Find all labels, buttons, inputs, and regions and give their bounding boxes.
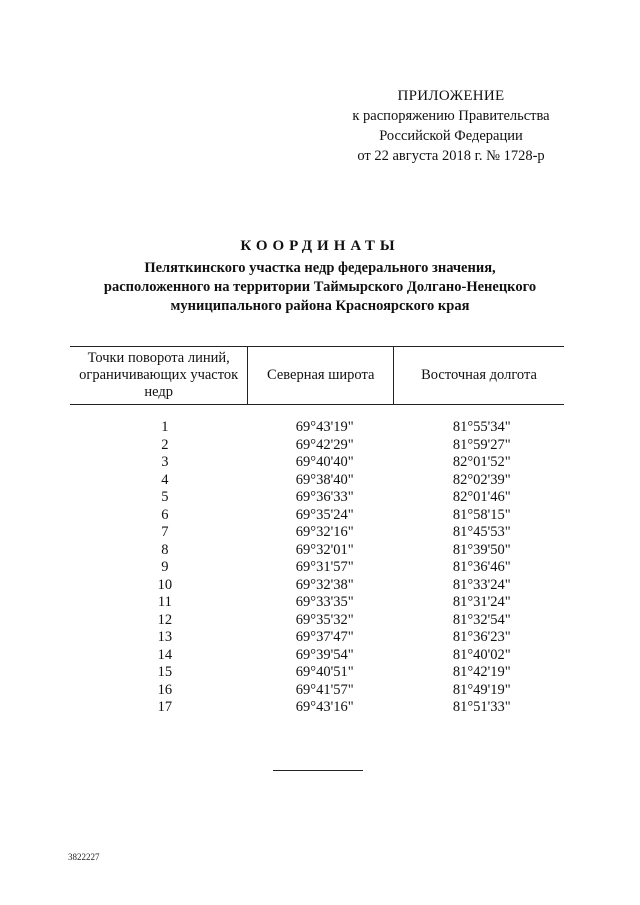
point-number: 1 xyxy=(161,419,169,435)
longitude-value: 82°01'46" xyxy=(452,489,511,505)
longitude-value: 81°45'53" xyxy=(452,524,511,540)
table-row xyxy=(70,559,564,577)
longitude-value: 81°42'19" xyxy=(452,664,511,680)
longitude-value: 81°59'27" xyxy=(452,436,511,453)
point-number: 16 xyxy=(157,681,173,698)
latitude-value: 69°43'16" xyxy=(295,699,354,715)
latitude-value: 69°31'57" xyxy=(295,559,354,575)
longitude-value: 81°55'34" xyxy=(452,419,511,435)
longitude-value: 81°51'33" xyxy=(452,699,511,715)
end-rule xyxy=(273,770,363,771)
table-row xyxy=(70,647,564,665)
appendix-ref-line: к распоряжению Правительства xyxy=(352,108,550,124)
point-number: 14 xyxy=(157,646,173,663)
latitude-value: 69°35'24" xyxy=(295,506,354,523)
point-number: 12 xyxy=(157,611,173,628)
header-points-line-2: ограничивающих участок xyxy=(79,367,239,383)
point-number: 2 xyxy=(161,436,169,453)
point-number: 15 xyxy=(157,664,173,680)
latitude-value: 69°35'32" xyxy=(295,611,354,628)
latitude-value: 69°42'29" xyxy=(295,436,354,453)
spacer-cell xyxy=(70,405,564,420)
header-longitude: Восточная долгота xyxy=(394,347,564,405)
coordinates-table xyxy=(70,346,564,717)
latitude-value: 69°32'01" xyxy=(295,541,354,558)
point-number: 13 xyxy=(157,629,173,645)
longitude-value: 82°01'52" xyxy=(452,454,511,470)
point-number: 5 xyxy=(161,489,169,505)
table-row xyxy=(70,454,564,472)
table-row xyxy=(70,437,564,455)
latitude-value: 69°33'35" xyxy=(295,594,354,610)
latitude-value: 69°32'16" xyxy=(295,524,354,540)
latitude-value: 69°40'51" xyxy=(295,664,354,680)
table-row xyxy=(70,629,564,647)
latitude-value: 69°40'40" xyxy=(295,454,354,470)
header-points-line-3: недр xyxy=(144,384,173,400)
longitude-value: 81°49'19" xyxy=(452,681,511,698)
document-subtitle-line-2: расположенного на территории Таймырского Долгано-Ненецкого xyxy=(103,279,537,295)
table-row xyxy=(70,577,564,595)
table-header-row xyxy=(70,347,564,405)
latitude-value: 69°32'38" xyxy=(295,576,354,593)
header-points-line-1: Точки поворота линий, xyxy=(87,350,230,366)
longitude-value: 81°36'23" xyxy=(452,629,511,645)
point-number: 17 xyxy=(157,699,173,715)
point-number: 9 xyxy=(161,559,169,575)
table-row xyxy=(70,664,564,682)
table-row xyxy=(70,507,564,525)
point-number: 8 xyxy=(161,541,169,558)
table-row xyxy=(70,612,564,630)
point-number: 10 xyxy=(157,576,173,593)
point-number: 3 xyxy=(161,454,169,470)
table-spacer-row xyxy=(70,405,564,420)
table-row xyxy=(70,524,564,542)
longitude-value: 81°36'46" xyxy=(452,559,511,575)
table-row xyxy=(70,489,564,507)
table-row xyxy=(70,699,564,717)
point-number: 6 xyxy=(161,506,169,523)
document-title: КООРДИНАТЫ xyxy=(240,238,400,254)
latitude-value: 69°41'57" xyxy=(295,681,354,698)
table-row xyxy=(70,594,564,612)
document-subtitle-line-1: Пеляткинского участка недр федерального значения, xyxy=(144,260,496,276)
latitude-value: 69°38'40" xyxy=(295,471,354,488)
footer-code: 3822227 xyxy=(68,852,100,862)
point-number: 4 xyxy=(161,471,169,488)
table-row xyxy=(70,472,564,490)
longitude-value: 81°33'24" xyxy=(452,576,511,593)
table-row xyxy=(70,682,564,700)
appendix-header xyxy=(336,86,566,166)
point-number: 11 xyxy=(157,594,172,610)
longitude-value: 81°32'54" xyxy=(452,611,511,628)
header-latitude: Северная широта xyxy=(248,347,394,405)
latitude-value: 69°43'19" xyxy=(295,419,354,435)
table-row xyxy=(70,419,564,437)
header-points xyxy=(70,347,248,405)
point-number: 7 xyxy=(161,524,169,540)
latitude-value: 69°39'54" xyxy=(295,646,354,663)
document-title-block xyxy=(60,235,580,316)
longitude-value: 81°40'02" xyxy=(452,646,511,663)
longitude-value: 82°02'39" xyxy=(452,471,511,488)
latitude-value: 69°36'33" xyxy=(295,489,354,505)
document-subtitle-line-3: муниципального района Красноярского края xyxy=(170,298,470,314)
appendix-government-line: Российской Федерации xyxy=(379,128,523,144)
latitude-value: 69°37'47" xyxy=(295,629,354,645)
appendix-label: ПРИЛОЖЕНИЕ xyxy=(397,88,505,104)
appendix-date-number: от 22 августа 2018 г. № 1728-р xyxy=(357,148,545,164)
longitude-value: 81°58'15" xyxy=(452,506,511,523)
longitude-value: 81°39'50" xyxy=(452,541,511,558)
table-row xyxy=(70,542,564,560)
table-body xyxy=(70,405,564,717)
longitude-value: 81°31'24" xyxy=(452,594,511,610)
